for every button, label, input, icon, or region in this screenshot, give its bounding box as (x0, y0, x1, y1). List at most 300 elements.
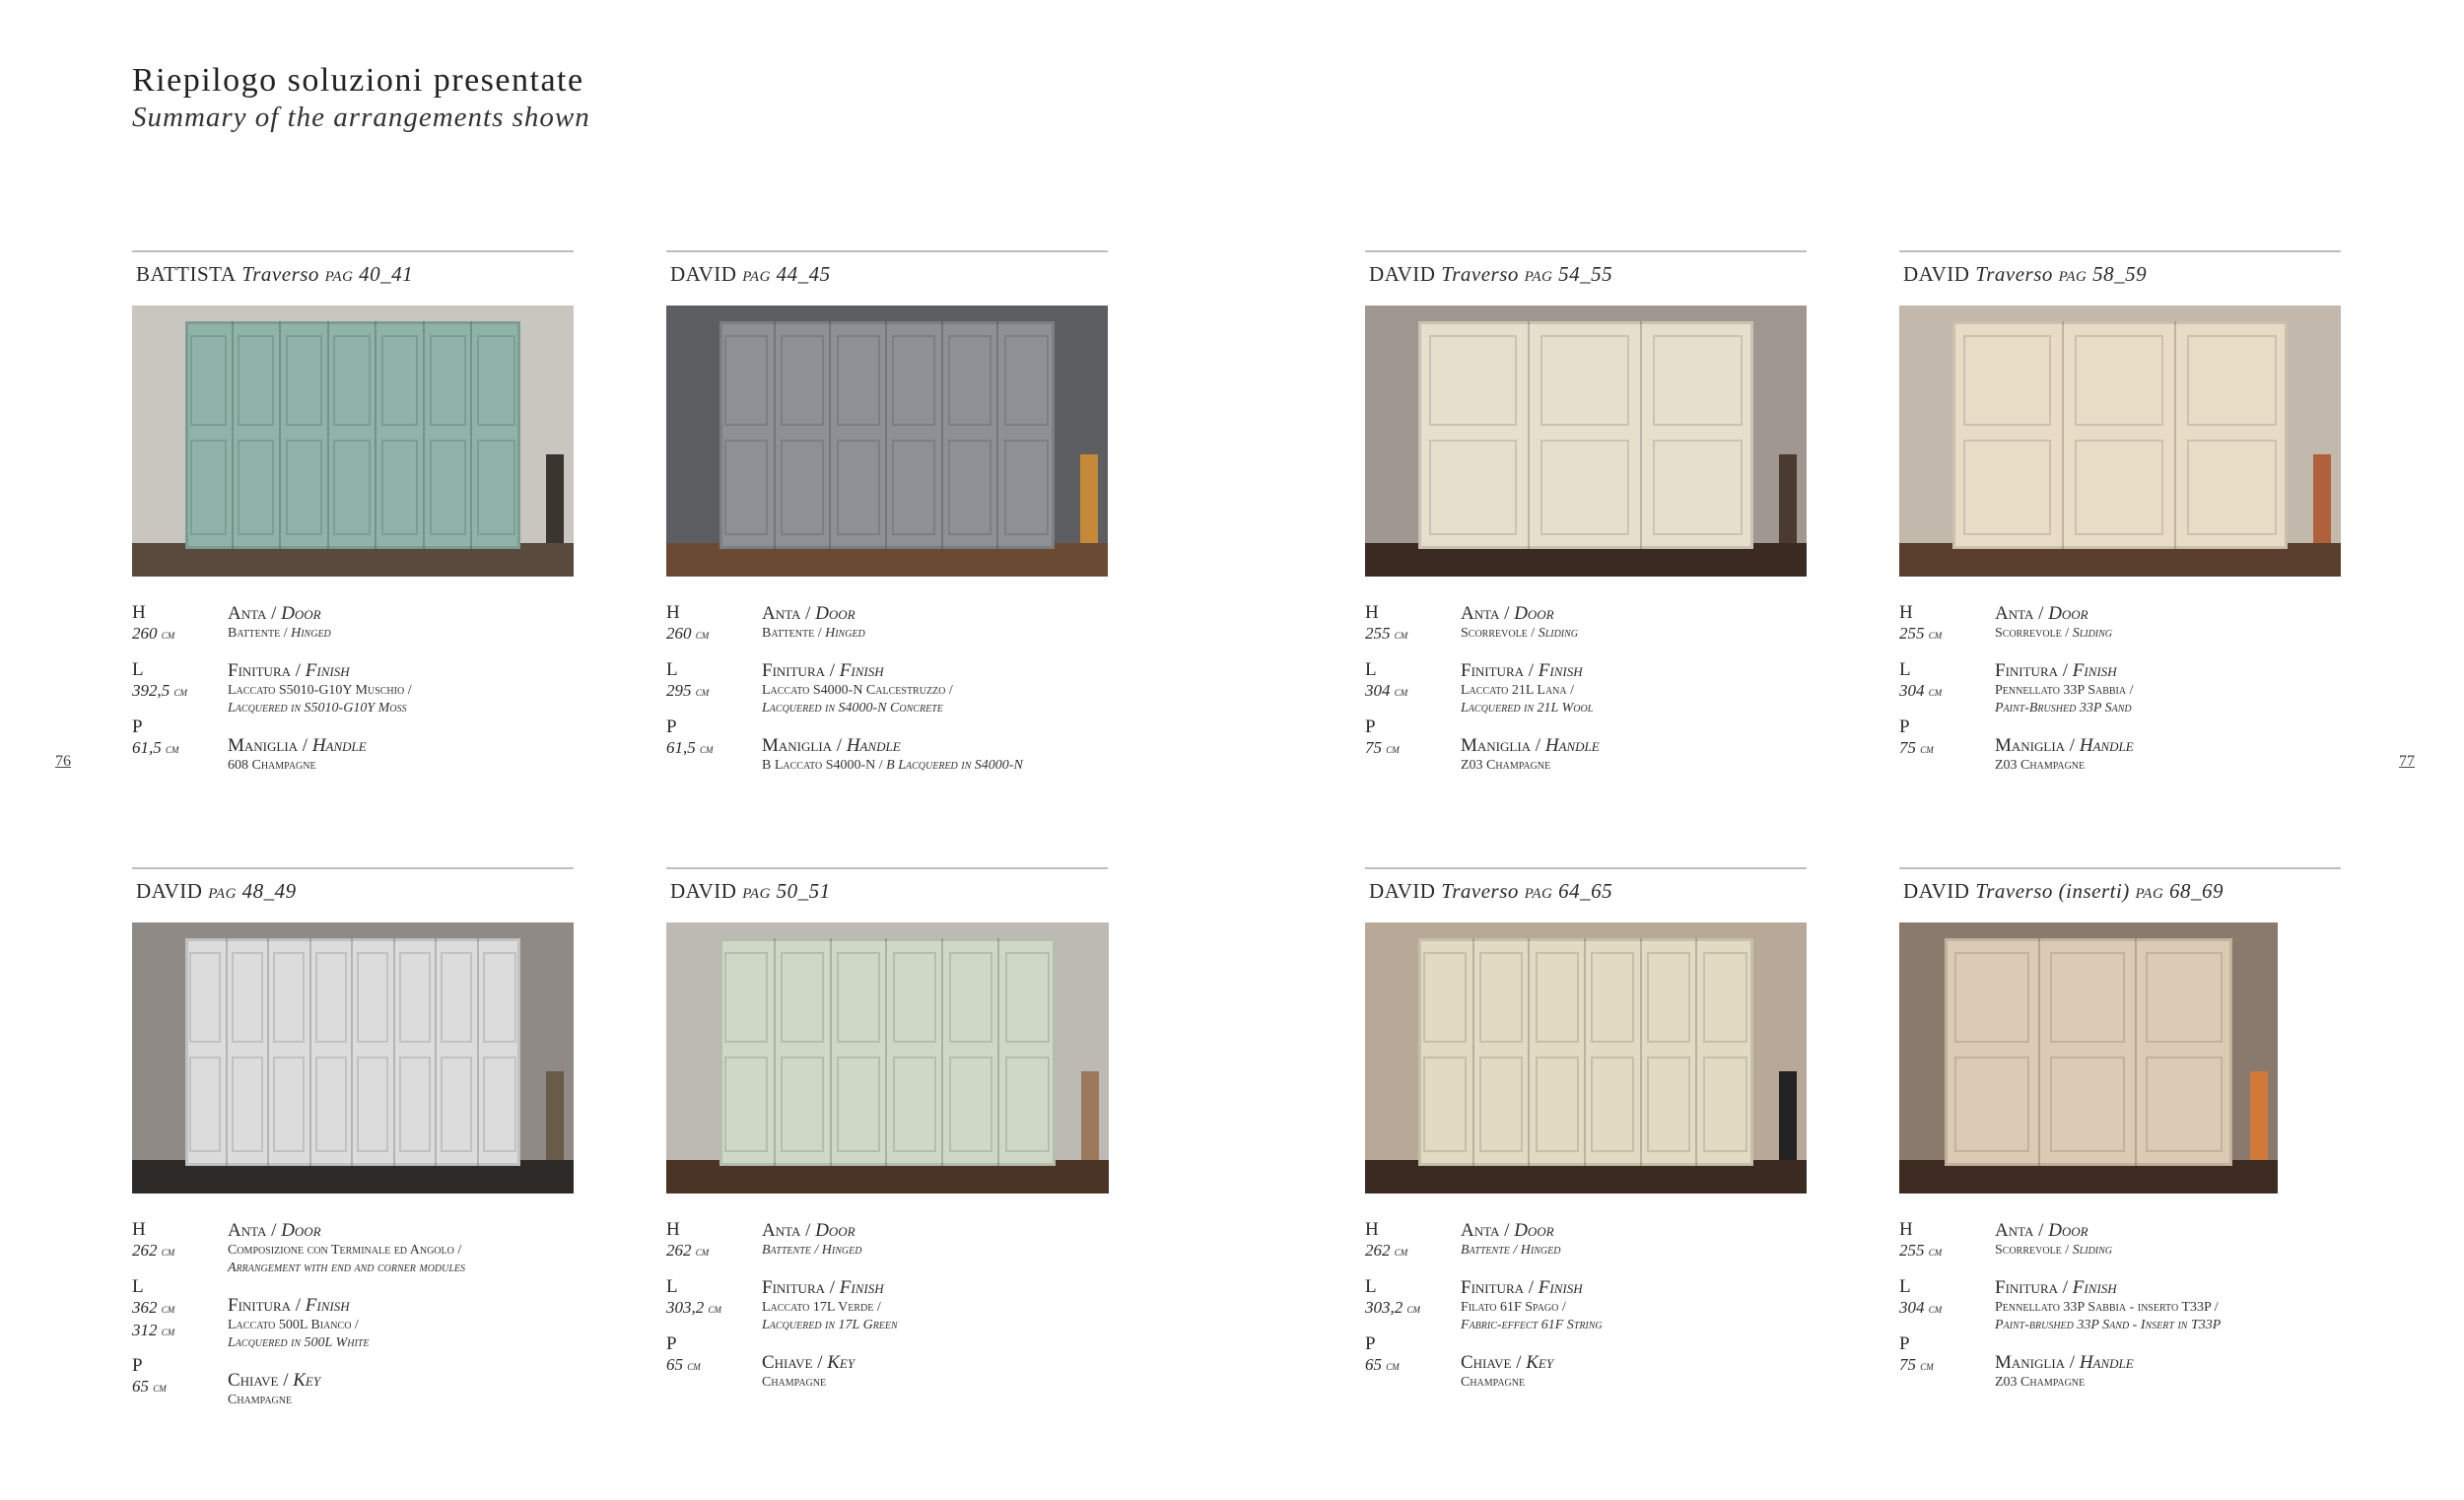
dimension-unit: cm (1928, 1301, 1943, 1316)
arrangement-card (132, 250, 574, 773)
dimension-label: L (1899, 659, 1911, 680)
dimension-value (666, 1354, 755, 1377)
attribute-value-it: Scorrevole / (1995, 1243, 2073, 1258)
dimension-number: 295 (666, 681, 692, 700)
wardrobe-photo (132, 306, 574, 577)
attribute-value (762, 1299, 1146, 1317)
attribute-value (1995, 1374, 2379, 1392)
attribute-name-en: Door (2048, 1220, 2088, 1241)
page-reference: pag 50_51 (742, 879, 831, 903)
dimension-label: P (666, 1333, 677, 1354)
page-reference: pag 40_41 (324, 262, 414, 286)
attribute-name-it: Finitura (1995, 660, 2059, 681)
attribute-value-translation: Paint-Brushed 33P Sand (1995, 701, 2132, 716)
door-panel (1647, 1057, 1690, 1152)
dimension-unit: cm (695, 1244, 710, 1259)
wardrobe-photo (1899, 922, 2278, 1193)
card-caption (136, 262, 574, 292)
page-title-block (132, 61, 590, 134)
dimension-value (1365, 623, 1454, 646)
dimension-l (666, 660, 755, 703)
attribute-value-it: Champagne (228, 1393, 293, 1407)
attribute-0 (1995, 1220, 2379, 1260)
door-panel (286, 335, 322, 426)
attribute-value-it: Laccato S4000-N Calcestruzzo / (762, 683, 953, 698)
wardrobe-door (719, 321, 776, 549)
attribute-heading: Anta / Door (1995, 1220, 2088, 1241)
door-panel (1963, 335, 2051, 426)
door-panel (893, 952, 936, 1043)
wardrobe-door (943, 938, 999, 1166)
attribute-value-it: Laccato 21L Lana / (1461, 683, 1575, 698)
attribute-value (228, 1317, 612, 1334)
door-panel (949, 1057, 992, 1152)
attribute-value (228, 682, 612, 700)
door-panel (724, 1057, 768, 1152)
attribute-value (1995, 1242, 2379, 1260)
attribute-value (1995, 682, 2379, 700)
arrangement-card (1365, 250, 1807, 773)
attribute-value-it: Pennellato 33P Sabbia / (1995, 683, 2134, 698)
attribute-value-it: Composizione con Terminale ed Angolo / (228, 1243, 462, 1258)
attribute-name-it: Chiave (1461, 1352, 1512, 1373)
attribute-value-it: B Laccato S4000-N / (762, 758, 887, 773)
wardrobe-door (376, 321, 425, 549)
door-panel (483, 1057, 516, 1152)
dimension-value (1365, 1240, 1454, 1262)
attribute-heading: Chiave / Key (762, 1352, 856, 1373)
dimension-value (666, 1297, 755, 1320)
dimension-label: L (666, 659, 678, 680)
attribute-heading: Maniglia / Handle (1995, 1352, 2134, 1373)
attribute-2 (1461, 1352, 1845, 1392)
wardrobe-door (395, 938, 438, 1166)
card-divider (1899, 867, 2341, 869)
attribute-name-it: Anta (1461, 1220, 1500, 1241)
wardrobe-door (437, 938, 479, 1166)
dimension-h (132, 1220, 221, 1262)
wardrobe-door (1945, 938, 2040, 1166)
door-panel (286, 440, 322, 535)
dimension-value (1365, 680, 1454, 703)
attribute-1 (1461, 660, 1845, 717)
attribute-value-en: Hinged (291, 626, 331, 641)
attribute-value-it: Champagne (762, 1375, 827, 1390)
attribute-heading: Anta / Door (1461, 1220, 1554, 1241)
dimension-value (1899, 1240, 1988, 1262)
wardrobe-door (1530, 938, 1586, 1166)
attribute-value (228, 625, 612, 643)
dimension-value (132, 623, 221, 646)
dimension-label: H (666, 602, 680, 623)
series-name: BATTISTA (136, 262, 237, 286)
dimension-p (1899, 717, 1988, 760)
attribute-heading: Chiave / Key (228, 1370, 321, 1391)
dimension-value (1365, 1297, 1454, 1320)
photo-accessory (546, 1071, 564, 1160)
attribute-value-translation: Lacquered in S4000-N Concrete (762, 701, 943, 716)
photo-accessory (1081, 1071, 1099, 1160)
door-panel (1703, 952, 1747, 1043)
wardrobe-door (228, 938, 270, 1166)
dimension-label: P (666, 716, 677, 737)
attribute-name-en: Finish (305, 660, 350, 681)
dimension-label: L (132, 1276, 144, 1297)
attribute-name-en: Finish (2072, 1277, 2117, 1298)
dimension-unit: cm (1406, 1301, 1420, 1316)
door-panel (1479, 952, 1523, 1043)
attribute-heading: Finitura / Finish (228, 660, 350, 681)
wardrobe-door (2137, 938, 2232, 1166)
attribute-value (1995, 1299, 2379, 1317)
attribute-heading: Chiave / Key (1461, 1352, 1554, 1373)
wardrobe-illustration (185, 321, 520, 549)
dimension-unit: cm (700, 741, 714, 756)
attribute-value (1995, 625, 2379, 643)
dimension-value (666, 680, 755, 703)
door-panel (1963, 440, 2051, 535)
series-name: DAVID (670, 262, 737, 286)
door-panel (381, 335, 418, 426)
attribute-value (1461, 757, 1845, 775)
wardrobe-photo (666, 922, 1109, 1193)
photo-accessory (1080, 454, 1098, 543)
dimension-value (1365, 1354, 1454, 1377)
attribute-value-en: Hinged (825, 626, 865, 641)
attribute-name-it: Chiave (762, 1352, 813, 1373)
door-panel (892, 440, 935, 535)
series-name: DAVID (136, 879, 203, 903)
attribute-0 (1461, 603, 1845, 643)
dimension-p (1899, 1334, 1988, 1377)
door-panel (1004, 335, 1049, 426)
attribute-name-it: Anta (1995, 603, 2034, 624)
attribute-2 (762, 1352, 1146, 1392)
attribute-name-it: Finitura (1461, 1277, 1525, 1298)
attribute-0 (1461, 1220, 1845, 1260)
door-panel (483, 952, 516, 1043)
dimension-p (666, 1334, 755, 1377)
attribute-0 (762, 603, 1146, 643)
series-name: DAVID (670, 879, 737, 903)
door-panel (1004, 440, 1049, 535)
door-panel (2075, 335, 2162, 426)
dimension-l (1899, 660, 1988, 703)
attribute-2 (762, 735, 1146, 775)
wardrobe-door (999, 938, 1056, 1166)
dimension-number: 304 (1899, 1298, 1925, 1317)
wardrobe-door (1586, 938, 1642, 1166)
door-panel (190, 440, 227, 535)
dimension-unit: cm (161, 1244, 175, 1259)
attribute-heading: Finitura / Finish (1461, 660, 1583, 681)
arrangement-card (666, 867, 1108, 1390)
wardrobe-door (472, 321, 520, 549)
wardrobe-door (1418, 938, 1474, 1166)
attribute-value-en: Sliding (2072, 1243, 2113, 1258)
wardrobe-door (832, 938, 888, 1166)
attribute-heading: Maniglia / Handle (1461, 735, 1600, 756)
door-panel (333, 335, 370, 426)
attribute-name-en: Door (1514, 1220, 1554, 1241)
attribute-name-it: Anta (762, 603, 801, 624)
attribute-value-it: Pennellato 33P Sabbia - inserto T33P / (1995, 1300, 2219, 1315)
dimension-label: L (132, 659, 144, 680)
attribute-name-en: Finish (1538, 660, 1583, 681)
dimension-unit: cm (1928, 1244, 1943, 1259)
door-panel (1536, 1057, 1579, 1152)
attribute-value (762, 1242, 1146, 1260)
door-panel (315, 952, 347, 1043)
wardrobe-door (943, 321, 999, 549)
dimension-unit: cm (161, 627, 175, 642)
attribute-value (1461, 1242, 1845, 1260)
page-number-right[interactable]: 77 (2399, 753, 2415, 770)
wardrobe-door (776, 938, 832, 1166)
dimension-number: 392,5 (132, 681, 171, 700)
attribute-name-it: Finitura (762, 1277, 826, 1298)
series-name: DAVID (1903, 262, 1970, 286)
wardrobe-illustration (1952, 321, 2288, 549)
door-panel (477, 440, 515, 535)
dimension-number: 65 (1365, 1355, 1382, 1374)
attribute-heading: Finitura / Finish (1461, 1277, 1583, 1298)
attribute-heading: Anta / Door (762, 1220, 856, 1241)
wardrobe-door (269, 938, 311, 1166)
card-caption (1369, 262, 1807, 292)
wardrobe-door (776, 321, 832, 549)
dimension-h (1365, 1220, 1454, 1262)
attribute-value-translation: Lacquered in S5010-G10Y Moss (228, 701, 407, 716)
attribute-name-en: Door (281, 1220, 321, 1241)
attribute-value-en: Battente / Hinged (762, 1243, 862, 1258)
attribute-1 (228, 660, 612, 717)
door-panel (1540, 440, 1628, 535)
door-panel (1005, 1057, 1050, 1152)
wardrobe-illustration (1945, 938, 2232, 1166)
photo-accessory (2250, 1071, 2268, 1160)
door-panel (333, 440, 370, 535)
series-variant: Traverso (1441, 879, 1519, 903)
attribute-heading: Finitura / Finish (1995, 1277, 2117, 1298)
dimension-label: H (1899, 1219, 1913, 1240)
dimension-p (1365, 1334, 1454, 1377)
photo-accessory (2313, 454, 2331, 543)
attribute-1 (1461, 1277, 1845, 1334)
dimension-label: H (1365, 1219, 1379, 1240)
door-panel (1954, 952, 2029, 1043)
wardrobe-door (425, 321, 473, 549)
dimension-h (666, 603, 755, 646)
dimension-value (132, 1297, 221, 1320)
dimension-unit: cm (1386, 741, 1400, 756)
dimension-number: 255 (1899, 1241, 1925, 1260)
attribute-name-it: Chiave (228, 1370, 279, 1391)
dimension-p (1365, 717, 1454, 760)
attribute-value-it: Z03 Champagne (1995, 758, 2086, 773)
door-panel (781, 952, 824, 1043)
attribute-value (762, 1374, 1146, 1392)
dimension-value (1899, 1354, 1988, 1377)
attribute-2 (1461, 735, 1845, 775)
dimension-number: 304 (1365, 681, 1391, 700)
arrangement-card (1365, 867, 1807, 1390)
card-divider (1365, 250, 1807, 252)
door-panel (1479, 1057, 1523, 1152)
dimension-l (666, 1277, 755, 1320)
attribute-heading: Finitura / Finish (762, 660, 884, 681)
dimension-unit: cm (695, 684, 710, 699)
dimension-value (132, 737, 221, 760)
attribute-name-en: Finish (839, 660, 884, 681)
wardrobe-door (185, 321, 234, 549)
attribute-value-it: Scorrevole / (1995, 626, 2073, 641)
dimension-unit: cm (1920, 741, 1934, 756)
door-panel (892, 335, 935, 426)
attribute-heading: Maniglia / Handle (1995, 735, 2134, 756)
attribute-name-en: Handle (1544, 735, 1600, 756)
dimension-number: 61,5 (666, 738, 696, 757)
attribute-name-it: Anta (228, 1220, 267, 1241)
card-divider (132, 867, 574, 869)
attribute-name-it: Maniglia (228, 735, 299, 756)
wardrobe-illustration (719, 938, 1056, 1166)
photo-accessory (546, 454, 564, 543)
attribute-value (762, 682, 1146, 700)
attribute-value-it: Laccato 500L Bianco / (228, 1318, 359, 1332)
dimension-unit: cm (166, 741, 179, 756)
attribute-2 (228, 1370, 612, 1409)
dimension-number: 304 (1899, 681, 1925, 700)
photo-accessory (1779, 454, 1797, 543)
attribute-0 (228, 1220, 612, 1277)
door-panel (2187, 440, 2277, 535)
attribute-name-en: Handle (2079, 1352, 2134, 1373)
door-panel (399, 952, 431, 1043)
door-panel (1703, 1057, 1747, 1152)
page-number-left[interactable]: 76 (55, 753, 71, 770)
dimension-number: 61,5 (132, 738, 162, 757)
door-panel (190, 335, 227, 426)
attribute-value-it: Champagne (1461, 1375, 1526, 1390)
dimension-number: 312 (132, 1321, 158, 1339)
dimension-number: 75 (1365, 738, 1382, 757)
photo-accessory (1779, 1071, 1797, 1160)
page-subtitle: Summary of the arrangements shown (132, 102, 590, 133)
attribute-value (762, 757, 1146, 775)
attribute-heading: Anta / Door (228, 1220, 321, 1241)
dimension-label: H (1899, 602, 1913, 623)
door-panel (837, 335, 880, 426)
card-divider (666, 867, 1108, 869)
dimension-unit: cm (687, 1358, 701, 1373)
dimension-label: P (1899, 716, 1910, 737)
wardrobe-door (185, 938, 228, 1166)
page-reference: pag 54_55 (1524, 262, 1613, 286)
page-reference: pag 44_45 (742, 262, 831, 286)
attribute-value-en: Sliding (1538, 626, 1579, 641)
wardrobe-photo (666, 306, 1108, 577)
dimension-unit: cm (708, 1301, 721, 1316)
wardrobe-door (2064, 321, 2175, 549)
door-panel (273, 952, 305, 1043)
dimension-number: 65 (666, 1355, 683, 1374)
attribute-name-it: Finitura (762, 660, 826, 681)
dimension-unit: cm (1928, 627, 1943, 642)
series-name: DAVID (1903, 879, 1970, 903)
attribute-heading: Anta / Door (1995, 603, 2088, 624)
attribute-heading: Maniglia / Handle (228, 735, 367, 756)
dimension-h (666, 1220, 755, 1262)
wardrobe-door (887, 321, 943, 549)
wardrobe-door (311, 938, 354, 1166)
attribute-name-it: Anta (1995, 1220, 2034, 1241)
attribute-name-en: Handle (846, 735, 901, 756)
arrangement-card (666, 250, 1108, 773)
attribute-name-it: Maniglia (1461, 735, 1532, 756)
attribute-name-en: Handle (2079, 735, 2134, 756)
door-panel (948, 440, 992, 535)
door-panel (2050, 952, 2125, 1043)
attribute-value-it: Laccato 17L Verde / (762, 1300, 881, 1315)
attribute-heading: Anta / Door (1461, 603, 1554, 624)
attribute-value-it: Filato 61F Spago / (1461, 1300, 1566, 1315)
door-panel (357, 952, 388, 1043)
door-panel (2146, 1057, 2223, 1152)
door-panel (1429, 335, 1517, 426)
door-panel (399, 1057, 431, 1152)
dimension-p (666, 717, 755, 760)
card-divider (1899, 250, 2341, 252)
dimension-label: H (1365, 602, 1379, 623)
dimension-number: 303,2 (666, 1298, 705, 1317)
attribute-name-en: Key (1526, 1352, 1554, 1373)
card-caption (1903, 879, 2341, 909)
card-divider (666, 250, 1108, 252)
attribute-value (1461, 682, 1845, 700)
dimension-number: 255 (1899, 624, 1925, 643)
page-title: Riepilogo soluzioni presentate (132, 62, 584, 99)
dimension-label: P (132, 1355, 143, 1376)
card-caption (1369, 879, 1807, 909)
door-panel (441, 952, 472, 1043)
dimension-value (1899, 680, 1988, 703)
dimension-unit: cm (1394, 627, 1408, 642)
door-panel (441, 1057, 472, 1152)
attribute-value (228, 1242, 612, 1260)
attribute-value-it: Laccato S5010-G10Y Muschio / (228, 683, 412, 698)
dimension-l (132, 660, 221, 703)
wardrobe-door (353, 938, 395, 1166)
wardrobe-door (1952, 321, 2064, 549)
attribute-value (1461, 1374, 1845, 1392)
dimension-value (666, 1240, 755, 1262)
wardrobe-illustration (719, 321, 1055, 549)
page-reference: pag 68_69 (2135, 879, 2224, 903)
dimension-value (1899, 1297, 1988, 1320)
dimension-unit: cm (161, 1324, 175, 1338)
attribute-value (228, 757, 612, 775)
attribute-value-translation: Lacquered in 21L Wool (1461, 701, 1594, 716)
door-panel (315, 1057, 347, 1152)
attribute-value-it: Battente / (228, 626, 292, 641)
attribute-value-translation: Paint-brushed 33P Sand - Insert in T33P (1995, 1318, 2222, 1332)
wardrobe-door (1642, 938, 1698, 1166)
attribute-value-en: Sliding (2072, 626, 2113, 641)
series-variant: Traverso (inserti) (1975, 879, 2130, 903)
attribute-value-translation: Lacquered in 500L White (228, 1335, 370, 1350)
card-divider (132, 250, 574, 252)
